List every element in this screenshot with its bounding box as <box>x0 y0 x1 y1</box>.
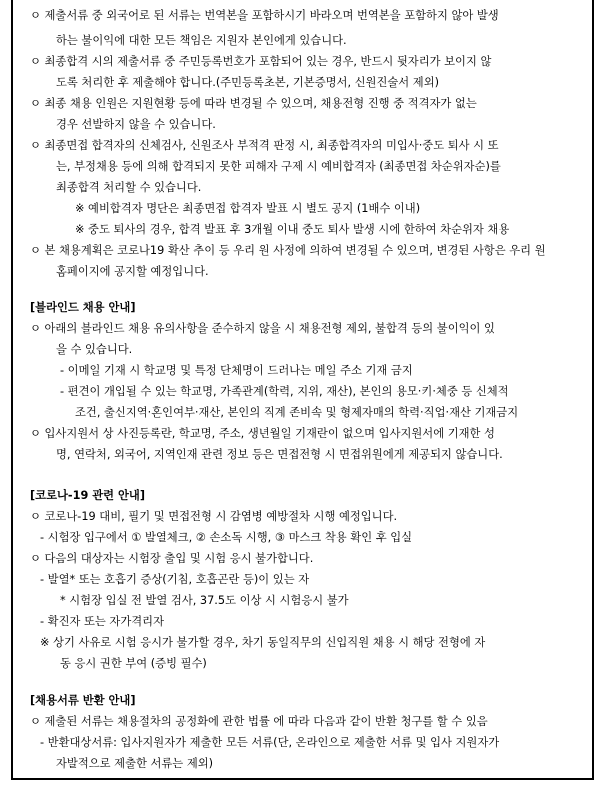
notice-text-line: 명, 연락처, 외국어, 지역인재 관련 정보 등은 면접전형 시 면접위원에게 제공되지 않습니다. <box>56 448 503 461</box>
section-heading: [채용서류 반환 안내] <box>30 694 136 707</box>
notice-text-line: 을 수 있습니다. <box>56 343 133 356</box>
notice-text-line: ※ 상기 사유로 시험 응시가 불가할 경우, 차기 동일직무의 신입직원 채용 시 해당 전형에 자 <box>40 636 486 649</box>
notice-text-line: ㅇ 입사지원서 상 사진등록란, 학교명, 주소, 생년월일 기재란이 없으며 입사지원서에 기재한 성 <box>30 427 495 440</box>
notice-text-line: 자발적으로 제출한 서류는 제외) <box>56 757 214 770</box>
notice-text-line: 조건, 출신지역·혼인여부·재산, 본인의 직계 존비속 및 형제자매의 학력·직업·재산 기재금지 <box>75 406 519 419</box>
notice-text-line: ㅇ 코로나-19 대비, 필기 및 면접전형 시 감염병 예방절차 시행 예정입니다. <box>30 510 398 523</box>
notice-text-line: ㅇ 최종면접 합격자의 신체검사, 신원조사 부적격 판정 시, 최종합격자의 미입사·중도 퇴사 시 또 <box>30 139 499 152</box>
notice-text-line: ㅇ 제출서류 중 외국어로 된 서류는 번역본을 포함하시기 바라오며 번역본을 포함하지 않아 발생 <box>30 9 499 22</box>
notice-text-line: - 시험장 입구에서 ① 발열체크, ② 손소독 시행, ③ 마스크 착용 확인 후 입실 <box>40 531 413 544</box>
notice-text-line: - 이메일 기재 시 학교명 및 특정 단체명이 드러나는 메일 주소 기재 금지 <box>60 364 413 377</box>
notice-text-line: - 반환대상서류: 입사지원자가 제출한 모든 서류(단, 온라인으로 제출한 서류 및 입사 지원자가 <box>40 736 500 749</box>
notice-text-line: ㅇ 다음의 대상자는 시험장 출입 및 시험 응시 불가합니다. <box>30 552 314 565</box>
notice-text-line: 경우 선발하지 않을 수 있습니다. <box>56 118 216 131</box>
notice-text-line: - 편견이 개입될 수 있는 학교명, 가족관계(학력, 지위, 재산), 본인의 용모·키·체중 등 신체적 <box>60 385 509 398</box>
notice-text-line: * 시험장 입실 전 발열 검사, 37.5도 이상 시 시험응시 불가 <box>60 594 349 607</box>
notice-text-line: ㅇ 최종 채용 인원은 지원현황 등에 따라 변경될 수 있으며, 채용전형 진행 중 적격자가 없는 <box>30 97 477 110</box>
notice-text-line: ㅇ 최종합격 시의 제출서류 중 주민등록번호가 포함되어 있는 경우, 반드시 뒷자리가 보이지 않 <box>30 55 492 68</box>
notice-text-line: - 발열* 또는 호흡기 증상(기침, 호흡곤란 등)이 있는 자 <box>40 573 310 586</box>
notice-text-line: 동 응시 권한 부여 (증빙 필수) <box>60 657 207 670</box>
notice-text-line: 최종합격 처리할 수 있습니다. <box>56 181 202 194</box>
notice-text-line: ※ 예비합격자 명단은 최종면접 합격자 발표 시 별도 공지 (1배수 이내) <box>75 202 421 215</box>
notice-text-line: ※ 중도 퇴사의 경우, 합격 발표 후 3개월 이내 중도 퇴사 발생 시에 한하여 차순위자 채용 <box>75 223 510 236</box>
section-heading: [코로나-19 관련 안내] <box>30 489 145 502</box>
notice-text-line: ㅇ 본 채용계획은 코로나19 확산 추이 등 우리 원 사정에 의하여 변경될 수 있으며, 변경된 사항은 우리 원 <box>30 244 546 257</box>
notice-text-line: 하는 불이익에 대한 모든 책임은 지원자 본인에게 있습니다. <box>56 34 347 47</box>
section-heading: [블라인드 채용 안내] <box>30 301 136 314</box>
notice-text-line: 는, 부정채용 등에 의해 합격되지 못한 피해자 구제 시 예비합격자 (최종면접 차순위자순)를 <box>56 160 501 173</box>
notice-text-line: ㅇ 아래의 블라인드 채용 유의사항을 준수하지 않을 시 채용전형 제외, 불합격 등의 불이익이 있 <box>30 322 495 335</box>
notice-text-line: 도록 처리한 후 제출해야 합니다.(주민등록초본, 기본증명서, 신원진술서 제외) <box>56 76 440 89</box>
notice-text-line: - 확진자 또는 자가격리자 <box>40 615 164 628</box>
notice-text-line: ㅇ 제출된 서류는 채용절차의 공정화에 관한 법률 에 따라 다음과 같이 반환 청구를 할 수 있음 <box>30 715 488 728</box>
notice-text-line: 홈페이지에 공지할 예정입니다. <box>56 265 209 278</box>
